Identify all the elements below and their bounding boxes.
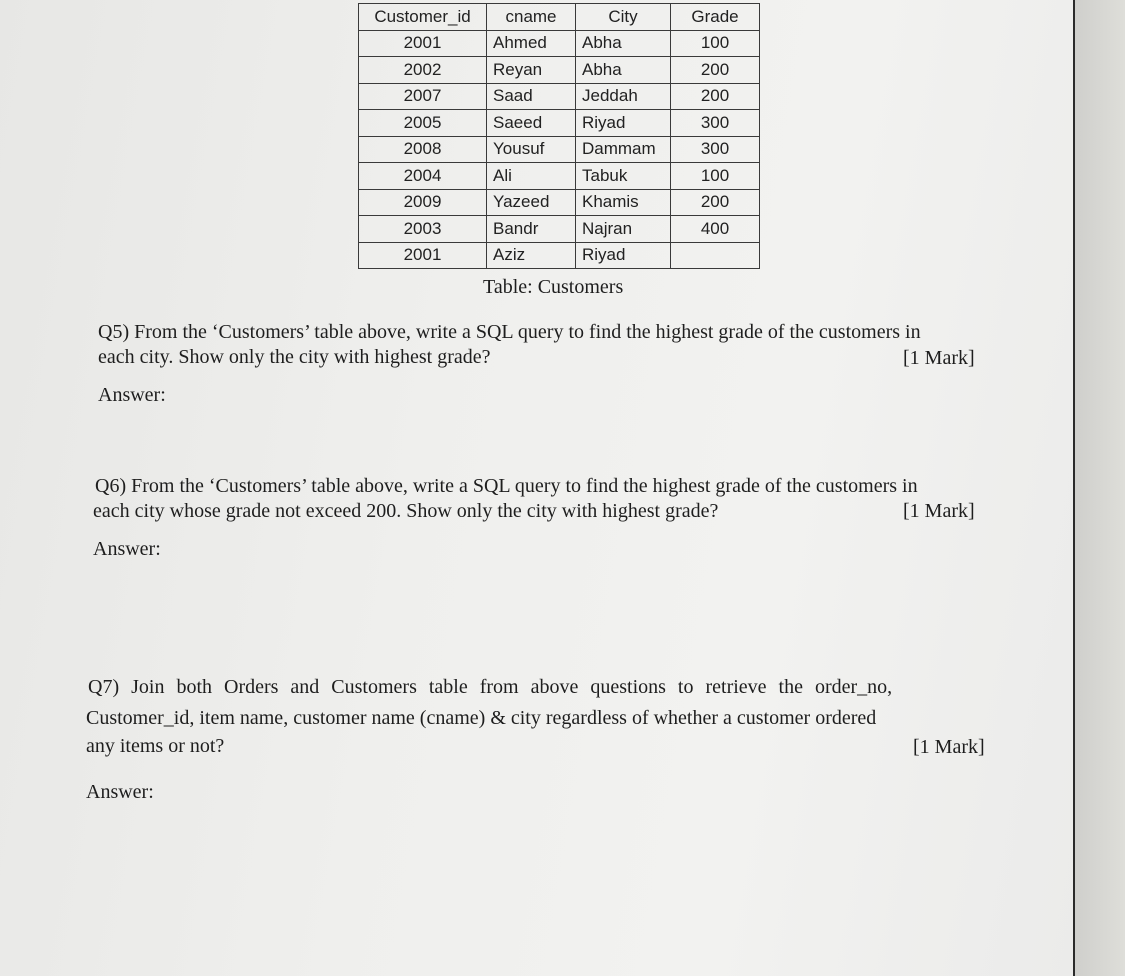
cell-cname: Yousuf <box>487 136 576 163</box>
q7-answer-label: Answer: <box>86 781 154 803</box>
cell-city: Jeddah <box>576 83 671 110</box>
table-row <box>359 163 760 190</box>
cell-grade: 100 <box>671 163 760 190</box>
q5-answer-label: Answer: <box>98 384 166 406</box>
table-header-row <box>359 4 760 31</box>
cell-cname: Ahmed <box>487 30 576 57</box>
q6-mark: [1 Mark] <box>903 500 975 522</box>
cell-grade: 100 <box>671 30 760 57</box>
table-row <box>359 136 760 163</box>
page-edge <box>1075 0 1125 976</box>
cell-city: Najran <box>576 216 671 243</box>
header-grade: Grade <box>671 4 760 31</box>
cell-cname: Aziz <box>487 242 576 269</box>
table-row <box>359 110 760 137</box>
cell-cname: Saeed <box>487 110 576 137</box>
cell-cname: Bandr <box>487 216 576 243</box>
table-row <box>359 30 760 57</box>
cell-grade: 300 <box>671 110 760 137</box>
cell-cname: Ali <box>487 163 576 190</box>
cell-grade: 300 <box>671 136 760 163</box>
cell-customer-id: 2002 <box>359 57 487 84</box>
q6-answer-label: Answer: <box>93 538 161 560</box>
cell-grade: 200 <box>671 189 760 216</box>
cell-city: Tabuk <box>576 163 671 190</box>
q6-line-1: Q6) From the ‘Customers’ table above, write a SQL query to find the highest grade of the customers in <box>95 475 918 497</box>
table-row <box>359 57 760 84</box>
q5-line-2: each city. Show only the city with highest grade? <box>98 346 491 368</box>
cell-customer-id: 2009 <box>359 189 487 216</box>
q7-line-3: any items or not? <box>86 735 225 757</box>
table-row <box>359 83 760 110</box>
cell-grade <box>671 242 760 269</box>
cell-grade: 200 <box>671 57 760 84</box>
cell-customer-id: 2008 <box>359 136 487 163</box>
cell-city: Riyad <box>576 110 671 137</box>
cell-city: Dammam <box>576 136 671 163</box>
cell-cname: Saad <box>487 83 576 110</box>
cell-cname: Reyan <box>487 57 576 84</box>
cell-city: Abha <box>576 30 671 57</box>
cell-cname: Yazeed <box>487 189 576 216</box>
header-city: City <box>576 4 671 31</box>
cell-city: Abha <box>576 57 671 84</box>
table-row <box>359 216 760 243</box>
table-row <box>359 189 760 216</box>
q7-mark: [1 Mark] <box>913 736 985 758</box>
cell-customer-id: 2003 <box>359 216 487 243</box>
cell-customer-id: 2001 <box>359 30 487 57</box>
table-caption: Table: Customers <box>483 276 624 298</box>
header-cname: cname <box>487 4 576 31</box>
cell-customer-id: 2007 <box>359 83 487 110</box>
q7-line-1: Q7) Join both Orders and Customers table from above questions to retrieve the order_no, <box>88 676 893 698</box>
q7-line-2: Customer_id, item name, customer name (cname) & city regardless of whether a customer ordered <box>86 707 877 729</box>
q5-mark: [1 Mark] <box>903 347 975 369</box>
cell-grade: 200 <box>671 83 760 110</box>
header-customer-id: Customer_id <box>359 4 487 31</box>
cell-grade: 400 <box>671 216 760 243</box>
cell-city: Riyad <box>576 242 671 269</box>
table-row <box>359 242 760 269</box>
customers-table <box>358 3 760 269</box>
q5-line-1: Q5) From the ‘Customers’ table above, write a SQL query to find the highest grade of the customers in <box>98 321 921 343</box>
q6-line-2: each city whose grade not exceed 200. Show only the city with highest grade? <box>93 500 719 522</box>
cell-customer-id: 2001 <box>359 242 487 269</box>
cell-city: Khamis <box>576 189 671 216</box>
cell-customer-id: 2004 <box>359 163 487 190</box>
cell-customer-id: 2005 <box>359 110 487 137</box>
